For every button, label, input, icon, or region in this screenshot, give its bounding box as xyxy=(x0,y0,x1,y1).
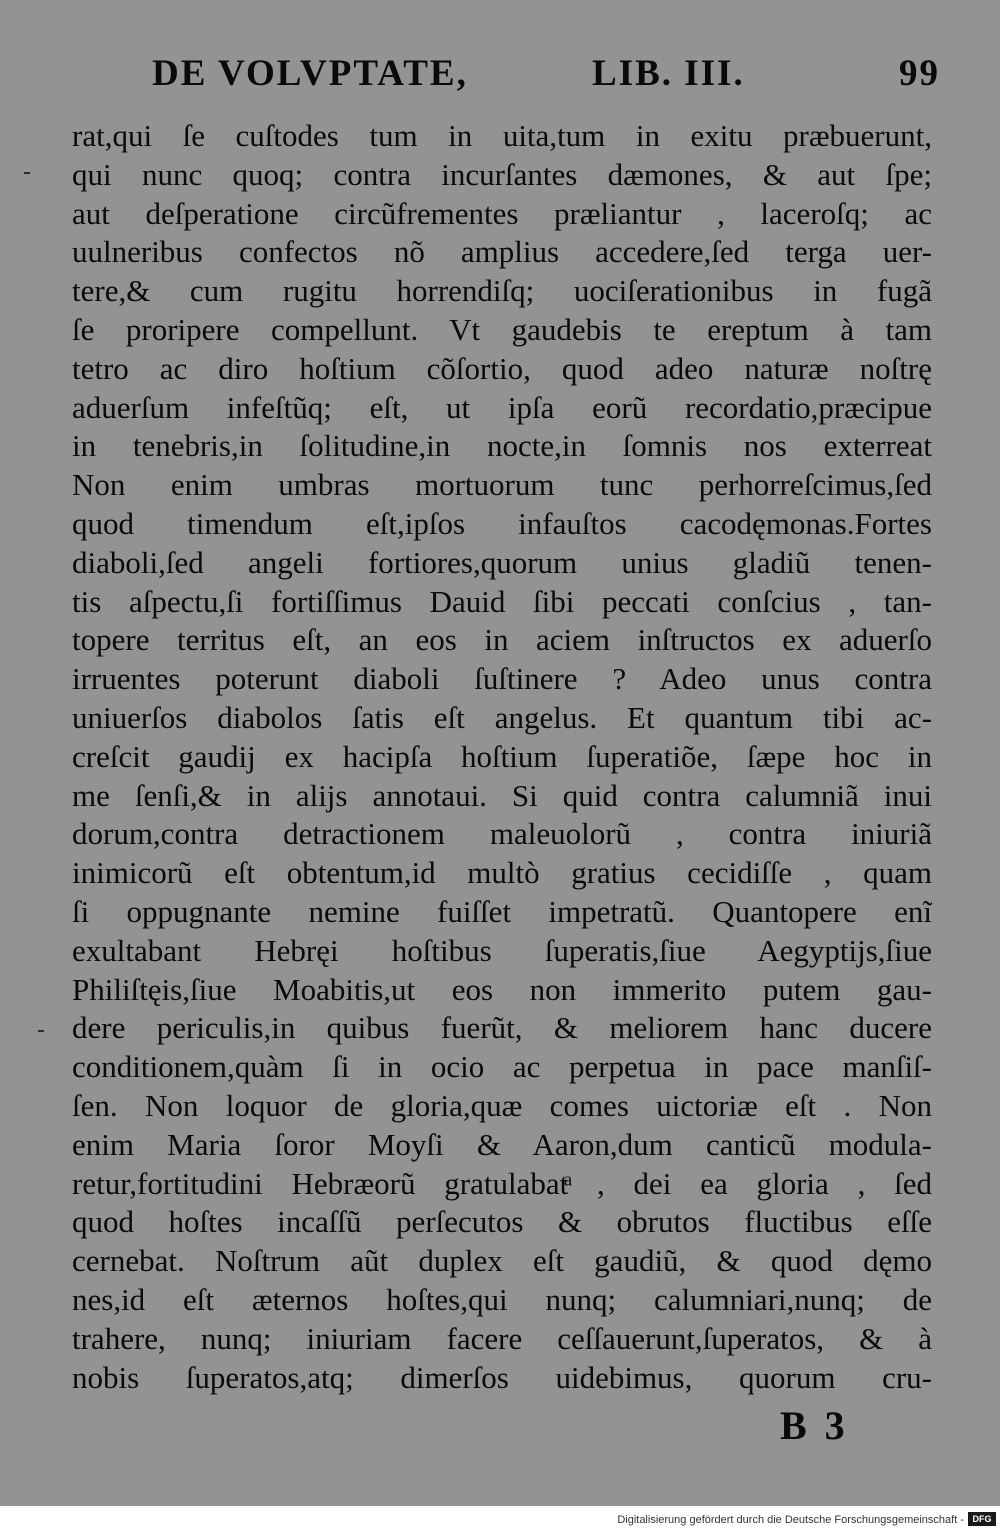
dfg-logo: DFG xyxy=(968,1512,996,1526)
text-line: Non enim umbras mortuorum tunc perhorreſcimus,ſed xyxy=(72,467,932,503)
text-line: conditionem,quàm ſi in ocio ac perpetua in pace manſiſ- xyxy=(72,1049,932,1085)
text-line: trahere, nunq; iniuriam facere ceſſauerunt,ſuperatos, & à xyxy=(72,1320,932,1356)
text-line: nes,id eſt æternos hoſtes,qui nunq; calumniari,nunq; de xyxy=(72,1281,932,1317)
main-text xyxy=(72,117,932,1397)
text-line: aut deſperatione circũfrementes præliantur , laceroſq; ac xyxy=(72,195,932,231)
text-line: exultabant Hebręi hoſtibus ſuperatis,ſiue Aegyptijs,ſiue xyxy=(72,932,932,968)
text-line: Philiſtęis,ſiue Moabitis,ut eos non immerito putem gau- xyxy=(72,971,932,1007)
text-line: me ſenſi,& in alijs annotaui. Si quid contra calumniã inui xyxy=(72,777,932,813)
text-line: uulneribus confectos nõ amplius accedere,ſed terga uer- xyxy=(72,234,932,270)
text-line: aduerſum infeſtũq; eſt, ut ipſa eorũ recordatio,præcipue xyxy=(72,389,932,425)
text-line: inimicorũ eſt obtentum,id multò gratius cecidiſſe , quam xyxy=(72,855,932,891)
text-line: ſi oppugnante nemine fuiſſet impetratũ. Quantopere enĩ xyxy=(72,893,932,929)
text-line: tis aſpectu,ſi fortiſſimus Dauid ſibi peccati conſcius , tan- xyxy=(72,583,932,619)
text-line: topere territus eſt, an eos in aciem inſtructos ex aduerſo xyxy=(72,622,932,658)
text-line: irruentes poterunt diaboli ſuſtinere ? Adeo unus contra xyxy=(72,661,932,697)
funding-credit: Digitalisierung gefördert durch die Deutsche Forschungsgemeinschaft - xyxy=(617,1514,964,1526)
folio-number: 99 xyxy=(899,53,940,94)
text-line: nobis ſuperatos,atq; dimerſos uidebimus, quorum cru- xyxy=(72,1359,932,1395)
text-line: ſen. Non loquor de gloria,quæ comes uictoriæ eſt . Non xyxy=(72,1087,932,1123)
text-line: tetro ac diro hoſtium cõſortio, quod adeo naturæ noſtrę xyxy=(72,350,932,386)
text-line: enim Maria ſoror Moyſi & Aaron,dum canticũ modula- xyxy=(72,1126,932,1162)
text-line: uniuerſos diabolos ſatis eſt angelus. Et quantum tibi ac- xyxy=(72,699,932,735)
text-line: dorum,contra detractionem maleuolorũ , contra iniuriã xyxy=(72,816,932,852)
text-line: retur,fortitudini Hebræorũ gratulabatͣ , dei ea gloria , ſed xyxy=(72,1165,932,1201)
text-line: diaboli,ſed angeli fortiores,quorum unius gladiũ tenen- xyxy=(72,544,932,580)
text-line: quod timendum eſt,ipſos infauſtos cacodęmonas.Fortes xyxy=(72,505,932,541)
text-line: tere,& cum rugitu horrendiſq; uociſerationibus in fugã xyxy=(72,273,932,309)
text-line: dere periculis,in quibus fuerũt, & meliorem hanc ducere xyxy=(72,1010,932,1046)
margin-speck xyxy=(38,1030,44,1032)
signature-mark: B 3 xyxy=(780,1403,849,1448)
text-line: ſe proripere compellunt. Vt gaudebis te ereptum à tam xyxy=(72,311,932,347)
running-head xyxy=(100,52,940,102)
margin-speck xyxy=(24,172,30,174)
running-head-title: DE VOLVPTATE, xyxy=(152,53,468,94)
text-line: qui nunc quoq; contra incurſantes dæmones, & aut ſpe; xyxy=(72,156,932,192)
footer-bar xyxy=(0,1506,1000,1532)
running-head-book: LIB. III. xyxy=(592,53,745,94)
text-line: cernebat. Noſtrum aũt duplex eſt gaudiũ, & quod dęmo xyxy=(72,1243,932,1279)
text-line: quod hoſtes incaſſũ perſecutos & obrutos fluctibus eſſe xyxy=(72,1204,932,1240)
text-line: rat,qui ſe cuſtodes tum in uita,tum in exitu præbuerunt, xyxy=(72,118,932,153)
text-line: creſcit gaudij ex hacipſa hoſtium ſuperatiõe, ſæpe hoc in xyxy=(72,738,932,774)
text-line: in tenebris,in ſolitudine,in nocte,in ſomnis nos exterreat xyxy=(72,428,932,464)
